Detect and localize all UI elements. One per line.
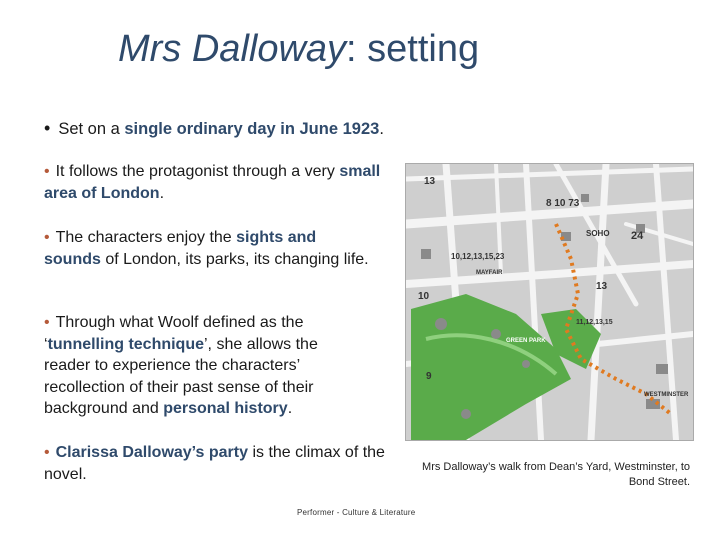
bullet-highlight: Clarissa Dalloway’s party [55,444,248,461]
map-label: 13 [596,281,608,292]
bullet-date [44,118,384,141]
bullet-text: . [287,400,293,417]
bullet-highlight: sights and sounds [44,229,317,268]
map-label: 10,12,13,15,23 [451,252,505,261]
map-label: 9 [426,371,432,382]
map-graphic [406,164,693,440]
bullet-text: Set on a [58,120,125,138]
map-label: GREEN PARK [506,338,546,344]
bullet-text: is the climax of the novel. [44,444,385,483]
bullet-text: . [159,184,165,202]
bullet-highlight: personal history [163,400,288,417]
map-label: 24 [631,230,644,242]
bullet-text: Through what Woolf defined as the ‘ [44,314,304,353]
bullet-highlight: tunnelling technique [47,335,204,353]
bullet-dot: • [44,163,50,180]
bullet-text: The characters enjoy the [55,229,237,246]
bullet-text: of London, its parks, its changing life. [100,250,369,268]
map-label: WESTMINSTER [644,392,689,398]
bullet-party [44,442,394,485]
bullet-area [44,161,394,204]
bullet-text: . [379,120,384,138]
london-map [405,163,694,441]
map-label: 13 [424,176,436,187]
title-italic: Mrs Dalloway [118,28,347,70]
map-label: 10 [418,291,430,302]
bullet-dot: • [44,118,51,138]
bullet-text: ’, she allows the reader to experience the characters’ recollection of their past sense of their background and [44,335,318,417]
bullet-highlight: small area of London [44,163,381,202]
map-label: 11,12,13,15 [576,319,613,326]
bullet-text: It follows the protagonist through a very [55,163,340,180]
bullet-dot: • [44,444,50,461]
bullet-sights [44,227,374,270]
bullet-dot: • [44,229,50,246]
map-label: MAYFAIR [476,270,503,276]
map-label: 8 10 73 [546,198,580,209]
footer-text: Performer - Culture & Literature [297,508,416,517]
map-caption: Mrs Dalloway’s walk from Dean’s Yard, Westminster, to Bond Street. [422,461,690,488]
title-rest: : setting [346,28,480,70]
map-label: SOHO [586,229,610,238]
bullet-dot: • [44,314,50,331]
bullet-tunnelling [44,312,364,420]
slide-title [118,28,479,71]
bullet-highlight: single ordinary day in June 1923 [124,120,380,138]
